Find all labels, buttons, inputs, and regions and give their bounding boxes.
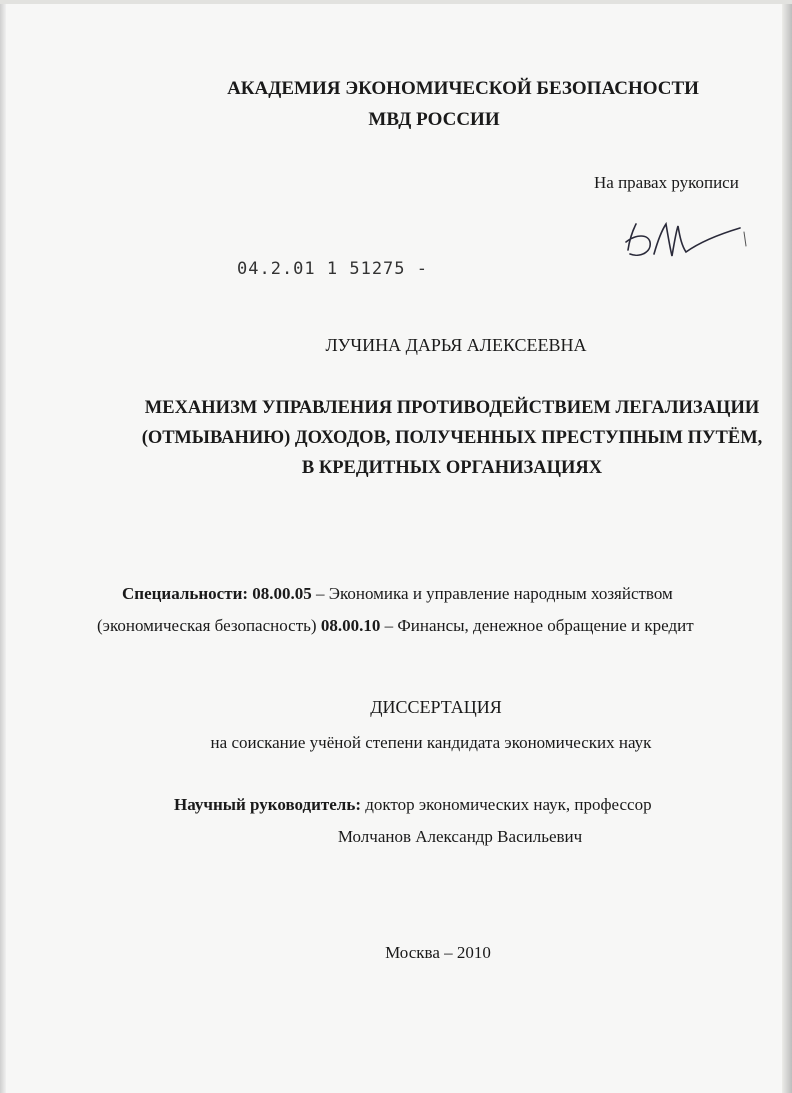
- specialty-code-2: 08.00.10: [320, 616, 381, 635]
- title-line-3: В КРЕДИТНЫХ ОРГАНИЗАЦИЯХ: [301, 458, 603, 478]
- supervisor-label: Научный руководитель:: [174, 795, 361, 814]
- supervisor-name: Молчанов Александр Васильевич: [337, 827, 583, 846]
- specialties-line-1: [122, 584, 673, 604]
- title-line-2: (ОТМЫВАНИЮ) ДОХОДОВ, ПОЛУЧЕННЫХ ПРЕСТУПНЫМ ПУТЁМ,: [141, 428, 763, 448]
- scan-edge-right: [782, 0, 792, 1093]
- registration-code: 04.2.01 1 51275 -: [237, 259, 428, 279]
- specialty-name-2: – Финансы, денежное обращение и кредит: [380, 616, 694, 635]
- specialties-line-2: [97, 616, 694, 636]
- manuscript-rights: На правах рукописи: [594, 173, 739, 192]
- title-line-1: МЕХАНИЗМ УПРАВЛЕНИЯ ПРОТИВОДЕЙСТВИЕМ ЛЕГАЛИЗАЦИИ: [144, 398, 760, 418]
- specialty-name-1-continued: (экономическая безопасность): [97, 616, 321, 635]
- specialty-code-1: 08.00.05: [252, 584, 312, 603]
- handwritten-signature-icon: [620, 212, 750, 268]
- scan-edge-top: [0, 0, 792, 4]
- scan-edge-left: [0, 0, 6, 1093]
- specialties-label: Специальности:: [122, 584, 249, 603]
- academy-name: АКАДЕМИЯ ЭКОНОМИЧЕСКОЙ БЕЗОПАСНОСТИ: [227, 78, 699, 99]
- dissertation-degree: на соискание учёной степени кандидата экономических наук: [210, 733, 652, 752]
- dissertation-type: ДИССЕРТАЦИЯ: [370, 697, 502, 717]
- place-year: Москва – 2010: [385, 943, 491, 962]
- author-name: ЛУЧИНА ДАРЬЯ АЛЕКСЕЕВНА: [325, 335, 587, 355]
- supervisor-title: доктор экономических наук, профессор: [361, 795, 652, 814]
- supervisor-line: [174, 795, 652, 815]
- ministry-name: МВД РОССИИ: [368, 109, 500, 130]
- specialty-name-1: – Экономика и управление народным хозяйством: [311, 584, 673, 603]
